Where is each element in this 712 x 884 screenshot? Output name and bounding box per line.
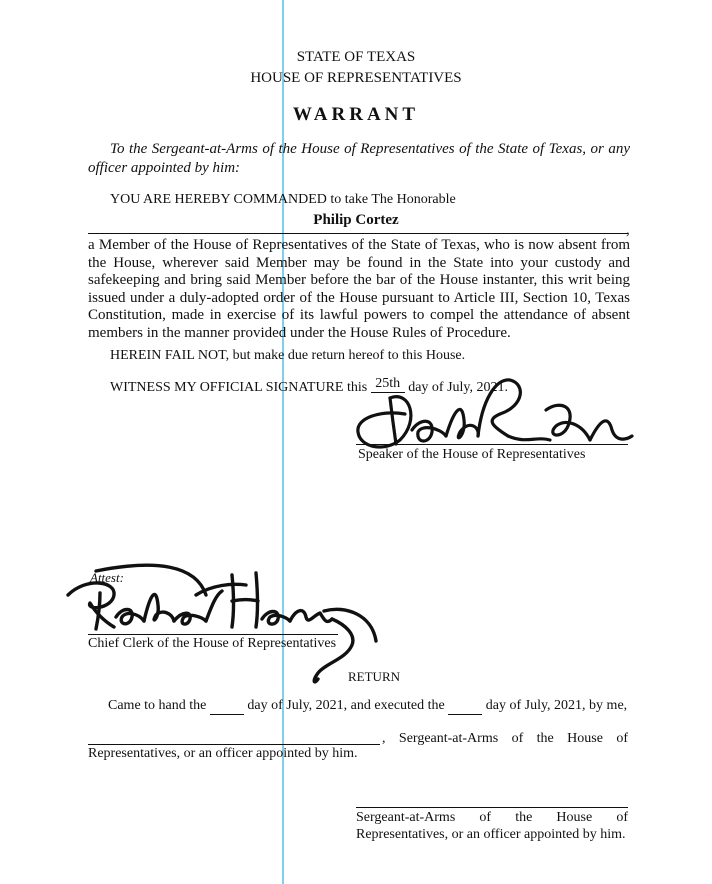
state-heading: STATE OF TEXAS <box>296 49 416 65</box>
chief-clerk-signature-rule <box>88 634 338 635</box>
house-heading: HOUSE OF REPRESENTATIVES <box>250 70 462 86</box>
came-to-hand-text: Came to hand the <box>108 698 207 713</box>
sergeant-line-cont: Representatives, or an officer appointed by him. <box>88 746 358 761</box>
came-to-hand-line <box>108 698 628 715</box>
speaker-signature-rule <box>356 444 628 445</box>
herein-line <box>110 348 465 364</box>
final-caption-line2: Representatives, or an officer appointed by him. <box>356 827 626 842</box>
chief-clerk-signature <box>56 555 386 685</box>
member-name: Philip Cortez <box>313 212 399 228</box>
executed-text: day of July, 2021, and executed the <box>247 698 445 713</box>
witness-day: 25th <box>371 376 405 393</box>
final-caption-line1: Sergeant-at-Arms of the House of <box>356 810 628 825</box>
witness-prefix: WITNESS MY OFFICIAL SIGNATURE <box>110 380 344 395</box>
came-to-hand-day-blank <box>210 698 244 715</box>
final-signature-rule <box>356 807 628 808</box>
command-line <box>110 192 456 208</box>
command-suffix: to take The Honorable <box>330 192 456 207</box>
return-heading: RETURN <box>348 669 400 684</box>
body-paragraph: a Member of the House of Representatives of the State of Texas, who is now absent from the House, wherever said Member may be found in the State into your custody and safekeeping and bring said Member before the bar of the House instanter, this writ being issued under a duly-adopted order of the House pursuant to Article III, Section 10, Texas Constitution, made in exercise of its lawful powers to compel the attendance of absent members in the manner provided under the House Rules of Procedure. <box>88 237 630 341</box>
executed-day-blank <box>448 698 482 715</box>
by-me-text: day of July, 2021, by me, <box>485 698 628 713</box>
herein-prefix: HEREIN FAIL NOT, <box>110 348 230 363</box>
sergeant-name-blank <box>88 744 380 745</box>
attest-label: Attest: <box>90 570 124 585</box>
command-prefix: YOU ARE HEREBY COMMANDED <box>110 192 327 207</box>
witness-suffix: day of July, 2021. <box>408 380 509 395</box>
member-name-rule <box>88 233 628 234</box>
addressee-paragraph: To the Sergeant-at-Arms of the House of Representatives of the State of Texas, or any officer appointed by him: <box>88 141 630 176</box>
member-name-comma: , <box>626 222 630 238</box>
herein-suffix: but make due return hereof to this House. <box>232 348 466 363</box>
document-title: WARRANT <box>292 104 420 125</box>
chief-clerk-caption: Chief Clerk of the House of Representatives <box>88 636 337 651</box>
sergeant-line-suffix: , Sergeant-at-Arms of the House of <box>382 731 628 746</box>
witness-this: this <box>346 380 368 395</box>
speaker-caption: Speaker of the House of Representatives <box>358 447 586 462</box>
